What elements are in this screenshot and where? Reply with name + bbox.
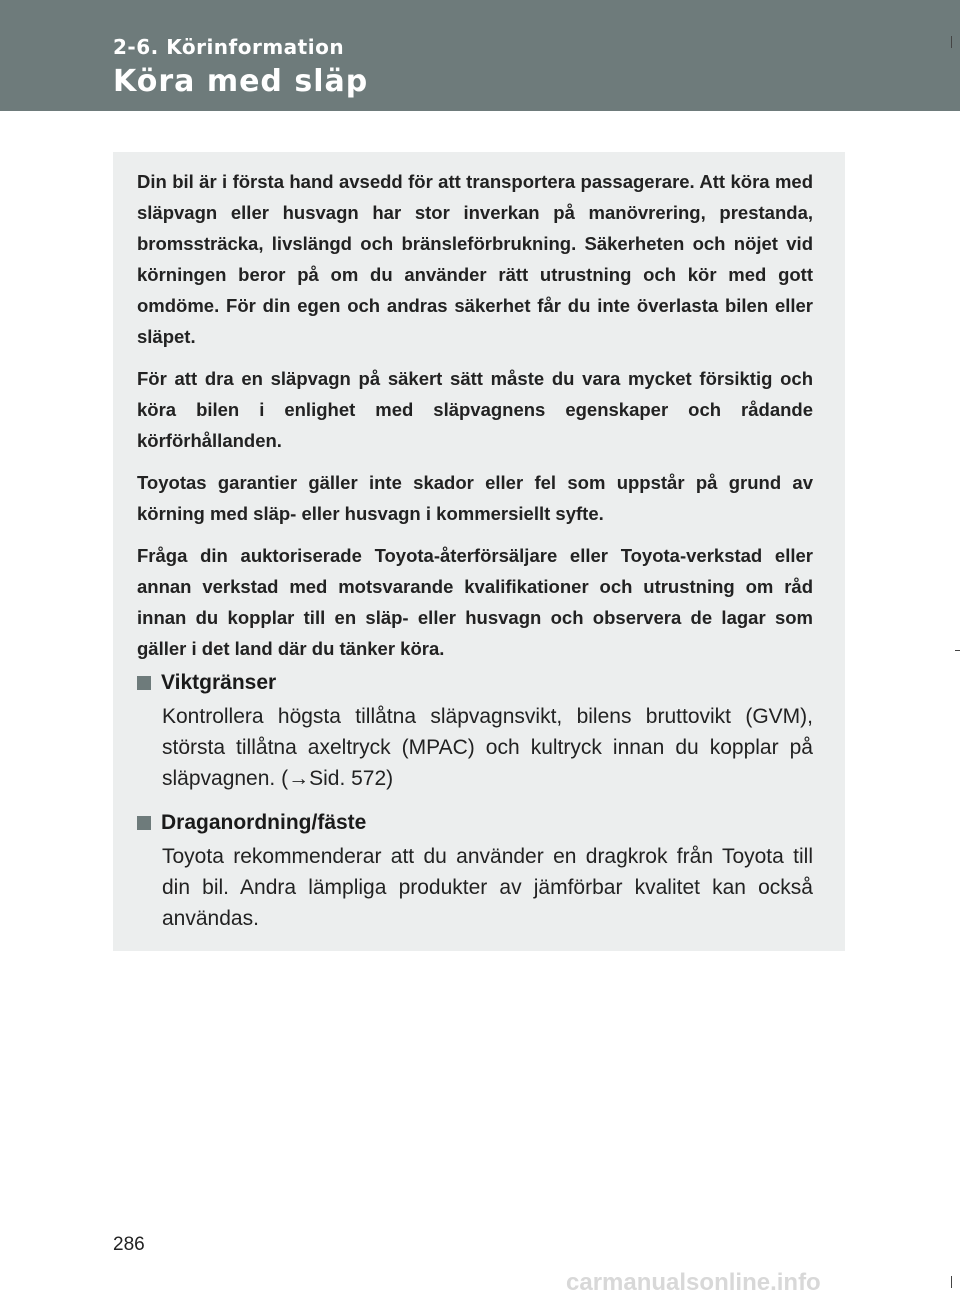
section-heading-text: Draganordning/fäste [161,811,367,834]
intro-text [137,166,813,675]
section-heading-text: Viktgränser [161,671,277,694]
section-towing-hitch [137,808,813,934]
arrow-right-icon: → [288,767,310,790]
intro-paragraph: Din bil är i första hand avsedd för att transportera passagerare. Att köra med släpvagn eller husvagn har stor inverkan på manövrering, prestanda, bromssträcka, livslängd och bränsleförbrukning. Säkerheten och nöjet vid körningen beror på om du använder rätt utrustning och kör med gott omdöme. För din egen och andras säkerhet får du inte överlasta bilen eller släpet. [137,171,813,347]
closing-paren: ) [386,767,394,790]
page-header [0,0,960,111]
section-heading [137,668,813,698]
section-heading [137,808,813,838]
section-body-text: Kontrollera högsta tillåtna släpvagnsvikt, bilens bruttovikt (GVM), största tillåtna axeltryck (MPAC) och kultryck innan du kopplar på släpvagnen. ( [162,705,813,790]
intro-paragraph: För att dra en släpvagn på säkert sätt måste du vara mycket försiktig och köra bilen i enlighet med släpvagnens egenskaper och rådande körförhållanden. [137,368,813,451]
page-number: 286 [113,1234,145,1255]
page-reference-link[interactable]: Sid. 572 [309,767,387,790]
section-body: Toyota rekommenderar att du använder en dragkrok från Toyota till din bil. Andra lämpliga produkter av jämförbar kvalitet kan också användas. [162,845,813,930]
crop-mark [951,36,952,48]
square-bullet-icon [137,676,151,690]
crop-mark [955,650,960,651]
intro-paragraph: Fråga din auktoriserade Toyota-återförsäljare eller Toyota-verkstad eller annan verkstad med motsvarande kvalifikationer och utrustning om råd innan du kopplar till en släp- eller husvagn och observera de lagar som gäller i det land där du tänker köra. [137,545,813,659]
section-weight-limits [137,668,813,794]
square-bullet-icon [137,816,151,830]
intro-paragraph: Toyotas garantier gäller inte skador eller fel som uppstår på grund av körning med släp- eller husvagn i kommersiellt syfte. [137,472,813,524]
page-title: Köra med släp [113,64,369,99]
watermark: carmanualsonline.info [566,1269,821,1296]
section-body [162,701,813,794]
section-label: 2-6. Körinformation [113,35,345,59]
crop-mark [951,1276,952,1288]
